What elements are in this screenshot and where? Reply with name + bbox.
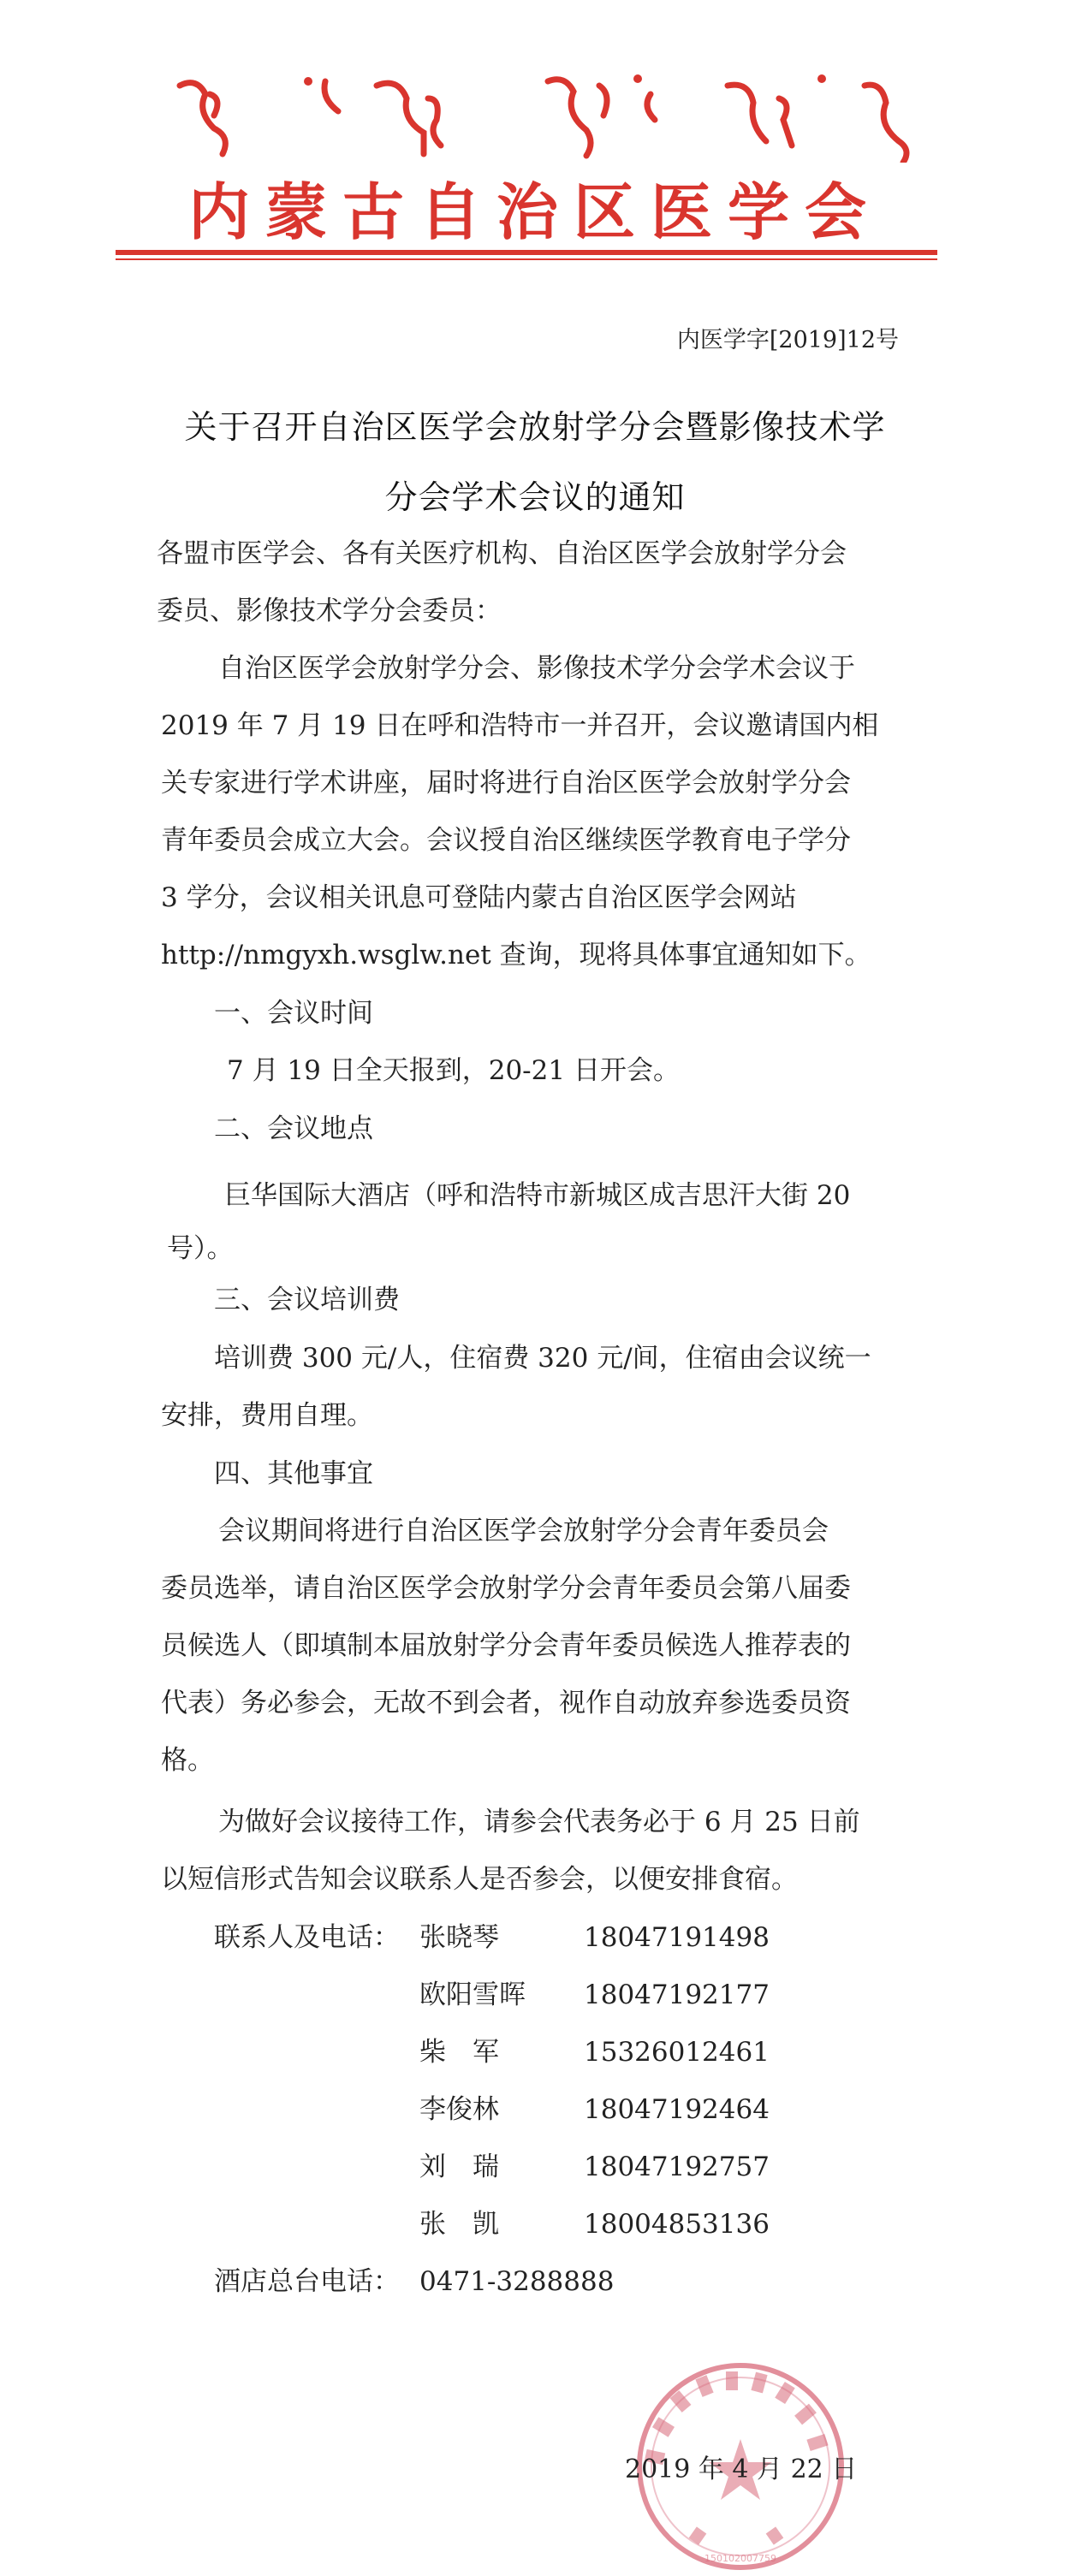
contacts-label: 联系人及电话：: [214, 1922, 400, 1953]
intro-line: http://nmgyxh.wsglw.net 查询，现将具体事宜通知如下。: [161, 940, 871, 970]
fee-line-1: 培训费 300 元/人，住宿费 320 元/间，住宿由会议统一: [214, 1343, 871, 1374]
other-line: 员候选人（即填制本届放射学分会青年委员候选人推荐表的: [161, 1630, 851, 1661]
notice-title-line-2: 分会学术会议的通知: [384, 478, 686, 516]
section-heading-time: 一、会议时间: [214, 998, 373, 1029]
section-heading-fee: 三、会议培训费: [214, 1285, 400, 1315]
notice-title-line-1: 关于召开自治区医学会放射学分会暨影像技术学: [184, 408, 886, 446]
addressee-line-2: 委员、影像技术学分会委员：: [157, 596, 502, 626]
intro-line: 自治区医学会放射学分会、影像技术学分会学术会议于: [218, 653, 855, 684]
other-line: 委员选举，请自治区医学会放射学分会青年委员会第八届委: [161, 1573, 851, 1604]
meeting-time-text: 7 月 19 日全天报到，20-21 日开会。: [227, 1055, 680, 1086]
contact-phone: 18004853136: [584, 2209, 770, 2240]
other-line: 格。: [161, 1745, 214, 1776]
fee-line-2: 安排，费用自理。: [161, 1400, 373, 1431]
issue-date: 2019 年 4 月 22 日: [625, 2454, 858, 2484]
hotel-phone: 0471-3288888: [419, 2266, 615, 2297]
contact-phone: 18047192757: [584, 2152, 770, 2182]
intro-line: 关专家进行学术讲座，届时将进行自治区医学会放射学分会: [161, 768, 851, 798]
letterhead-divider-thin: [116, 258, 937, 260]
contact-phone: 18047192177: [584, 1979, 770, 2010]
svg-text:150102007759: 150102007759: [704, 2553, 776, 2564]
contact-name: 李俊林: [419, 2094, 499, 2125]
contact-phone: 18047192464: [584, 2094, 770, 2125]
other-line: 代表）务必参会，无故不到会者，视作自动放弃参选委员资: [161, 1688, 851, 1718]
section-heading-other: 四、其他事宜: [214, 1458, 373, 1489]
reminder-line: 以短信形式告知会议联系人是否参会，以便安排食宿。: [161, 1864, 798, 1895]
contact-name: 柴 军: [419, 2037, 499, 2068]
organization-name: 内蒙古自治区医学会: [187, 175, 882, 248]
contact-name: 欧阳雪晖: [419, 1979, 526, 2010]
document-number: 内医学字[2019]12号: [676, 327, 899, 353]
contact-name: 张晓琴: [419, 1922, 499, 1953]
letterhead-divider: [116, 250, 937, 255]
contact-name: 刘 瑞: [419, 2152, 499, 2182]
venue-line-2: 号）。: [167, 1233, 234, 1264]
intro-line: 青年委员会成立大会。会议授自治区继续医学教育电子学分: [161, 825, 851, 856]
contact-name: 张 凯: [419, 2209, 499, 2240]
addressee-line-1: 各盟市医学会、各有关医疗机构、自治区医学会放射学分会: [157, 538, 847, 569]
contact-phone: 15326012461: [584, 2037, 770, 2068]
intro-line: 2019 年 7 月 19 日在呼和浩特市一并召开，会议邀请国内相: [161, 710, 879, 741]
reminder-line: 为做好会议接待工作，请参会代表务必于 6 月 25 日前: [218, 1807, 860, 1837]
hotel-phone-label: 酒店总台电话：: [214, 2266, 400, 2297]
section-heading-venue: 二、会议地点: [214, 1113, 373, 1144]
intro-line: 3 学分，会议相关讯息可登陆内蒙古自治区医学会网站: [161, 882, 797, 913]
contact-phone: 18047191498: [584, 1922, 770, 1953]
mongolian-script-heading: [0, 60, 1070, 163]
venue-line-1: 巨华国际大酒店（呼和浩特市新城区成吉思汗大街 20: [224, 1180, 851, 1211]
other-line: 会议期间将进行自治区医学会放射学分会青年委员会: [218, 1516, 829, 1546]
